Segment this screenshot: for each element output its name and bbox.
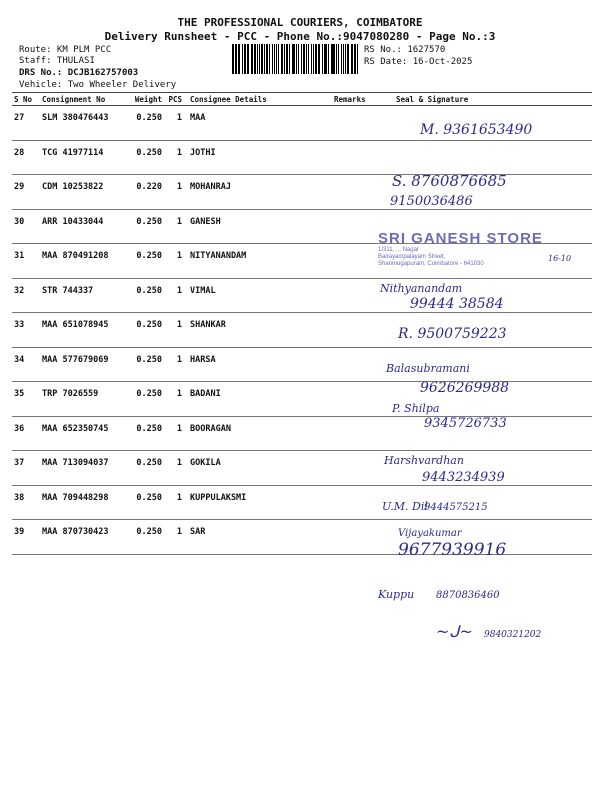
- cell-consignee: JOTHI: [184, 140, 332, 175]
- signature-36-name: U.M. Dil: [382, 500, 428, 513]
- cell-remarks: [332, 175, 372, 210]
- cell-consignment: MAA 870491208: [40, 244, 126, 279]
- col-remarks: Remarks: [332, 93, 372, 106]
- runsheet-table: [12, 92, 592, 555]
- table-header-row: [12, 93, 592, 106]
- cell-weight: 0.220: [126, 175, 164, 210]
- cell-weight: 0.250: [126, 347, 164, 382]
- cell-pcs: 1: [164, 106, 184, 141]
- col-consignee: Consignee Details: [184, 93, 332, 106]
- date-note: 16-10: [548, 254, 572, 263]
- signature-31-phone: 99444 38584: [410, 296, 504, 312]
- cell-remarks: [332, 313, 372, 348]
- stamp-name: SRI GANESH STORE: [378, 230, 543, 247]
- cell-remarks: [332, 485, 372, 520]
- table-row: [12, 140, 592, 175]
- col-consignment: Consignment No: [40, 93, 126, 106]
- cell-sno: 31: [12, 244, 40, 279]
- cell-sno: 34: [12, 347, 40, 382]
- cell-remarks: [332, 520, 372, 555]
- signature-38: 8870836460: [436, 590, 500, 601]
- cell-weight: 0.250: [126, 244, 164, 279]
- signature-35-name: Harshvardhan: [384, 454, 464, 467]
- page-title: THE PROFESSIONAL COURIERS, COIMBATORE: [177, 16, 423, 29]
- cell-remarks: [332, 347, 372, 382]
- cell-consignment: MAA 577679069: [40, 347, 126, 382]
- page-subtitle: Delivery Runsheet - PCC - Phone No.:9047080280 - Page No.:3: [104, 30, 496, 43]
- cell-weight: 0.250: [126, 382, 164, 417]
- route-label: Route: KM PLM PCC: [19, 45, 112, 55]
- cell-sno: 38: [12, 485, 40, 520]
- cell-remarks: [332, 244, 372, 279]
- cell-consignee: GOKILA: [184, 451, 332, 486]
- cell-remarks: [332, 382, 372, 417]
- table-row: [12, 347, 592, 382]
- table-row: [12, 451, 592, 486]
- cell-sno: 33: [12, 313, 40, 348]
- cell-consignee: VIMAL: [184, 278, 332, 313]
- signature-32: R. 9500759223: [398, 326, 507, 342]
- cell-consignee: BADANI: [184, 382, 332, 417]
- stamp-line3: Shanmugapuram, Coimbatore - 641030: [378, 261, 484, 267]
- signature-34-name: P. Shilpa: [392, 402, 440, 415]
- cell-pcs: 1: [164, 209, 184, 244]
- cell-pcs: 1: [164, 451, 184, 486]
- cell-pcs: 1: [164, 485, 184, 520]
- vehicle-label: Vehicle: Two Wheeler Delivery: [19, 80, 177, 90]
- cell-pcs: 1: [164, 140, 184, 175]
- cell-sno: 30: [12, 209, 40, 244]
- signature-31-name: Nithyanandam: [380, 282, 463, 295]
- cell-pcs: 1: [164, 313, 184, 348]
- cell-consignment: SLM 380476443: [40, 106, 126, 141]
- col-seal: Seal & Signature: [372, 93, 592, 106]
- cell-sno: 37: [12, 451, 40, 486]
- cell-consignment: STR 744337: [40, 278, 126, 313]
- cell-consignment: TCG 41977114: [40, 140, 126, 175]
- col-pcs: PCS: [164, 93, 184, 106]
- cell-seal: [372, 140, 592, 175]
- cell-pcs: 1: [164, 175, 184, 210]
- cell-sno: 39: [12, 520, 40, 555]
- cell-pcs: 1: [164, 416, 184, 451]
- table-row: [12, 278, 592, 313]
- cell-weight: 0.250: [126, 140, 164, 175]
- cell-weight: 0.250: [126, 520, 164, 555]
- cell-weight: 0.250: [126, 209, 164, 244]
- signature-33-phone: 9626269988: [420, 380, 510, 396]
- cell-consignee: KUPPULAKSMI: [184, 485, 332, 520]
- cell-consignee: NITYANANDAM: [184, 244, 332, 279]
- signature-37-name: Vijayakumar: [398, 528, 462, 539]
- stamp-line2: Bairayampalayam Street,: [378, 254, 446, 260]
- col-weight: Weight: [126, 93, 164, 106]
- signature-33-name: Balasubramani: [386, 362, 470, 375]
- cell-pcs: 1: [164, 244, 184, 279]
- cell-consignee: SAR: [184, 520, 332, 555]
- cell-pcs: 1: [164, 520, 184, 555]
- cell-sno: 29: [12, 175, 40, 210]
- cell-pcs: 1: [164, 278, 184, 313]
- cell-pcs: 1: [164, 347, 184, 382]
- drs-number: DRS No.: DCJB162757003: [19, 68, 139, 78]
- staff-label: Staff: THULASI: [19, 56, 95, 66]
- signature-39: 9840321202: [484, 630, 542, 640]
- cell-remarks: [332, 451, 372, 486]
- cell-remarks: [332, 140, 372, 175]
- cell-consignee: BOORAGAN: [184, 416, 332, 451]
- cell-consignee: SHANKAR: [184, 313, 332, 348]
- cell-weight: 0.250: [126, 106, 164, 141]
- cell-remarks: [332, 278, 372, 313]
- col-sno: S No: [12, 93, 40, 106]
- cell-consignee: MOHANRAJ: [184, 175, 332, 210]
- signature-27: M. 9361653490: [420, 122, 533, 138]
- signature-28: S. 8760876685: [392, 172, 507, 190]
- cell-consignment: MAA 651078945: [40, 313, 126, 348]
- cell-consignment: TRP 7026559: [40, 382, 126, 417]
- cell-weight: 0.250: [126, 313, 164, 348]
- cell-sno: 36: [12, 416, 40, 451]
- signature-38-name: Kuppu: [378, 588, 415, 601]
- cell-consignee: HARSA: [184, 347, 332, 382]
- cell-remarks: [332, 416, 372, 451]
- signature-29: 9150036486: [390, 194, 473, 209]
- cell-weight: 0.250: [126, 485, 164, 520]
- cell-consignment: ARR 10433044: [40, 209, 126, 244]
- cell-consignment: CDM 10253822: [40, 175, 126, 210]
- stamp-line1: 1/311, ... Nagar: [378, 247, 419, 253]
- cell-weight: 0.250: [126, 416, 164, 451]
- cell-remarks: [332, 209, 372, 244]
- cell-sno: 28: [12, 140, 40, 175]
- cell-remarks: [332, 106, 372, 141]
- signature-35-phone: 9443234939: [422, 470, 505, 485]
- rs-date: RS Date: 16-Oct-2025: [364, 57, 473, 67]
- cell-consignment: MAA 713094037: [40, 451, 126, 486]
- barcode: [232, 44, 360, 74]
- cell-pcs: 1: [164, 382, 184, 417]
- cell-consignment: MAA 870730423: [40, 520, 126, 555]
- signature-39-mark: ~ᒍ~: [436, 622, 473, 641]
- cell-consignment: MAA 652350745: [40, 416, 126, 451]
- cell-weight: 0.250: [126, 451, 164, 486]
- cell-consignee: GANESH: [184, 209, 332, 244]
- cell-sno: 27: [12, 106, 40, 141]
- signature-36-phone: 9444575215: [424, 502, 488, 513]
- cell-consignee: MAA: [184, 106, 332, 141]
- table-row: [12, 485, 592, 520]
- signature-34-phone: 9345726733: [424, 416, 507, 431]
- rs-number: RS No.: 1627570: [364, 45, 446, 55]
- cell-weight: 0.250: [126, 278, 164, 313]
- cell-consignment: MAA 709448298: [40, 485, 126, 520]
- cell-sno: 35: [12, 382, 40, 417]
- signature-37-phone: 9677939916: [398, 540, 507, 560]
- shop-stamp: [378, 230, 570, 272]
- cell-sno: 32: [12, 278, 40, 313]
